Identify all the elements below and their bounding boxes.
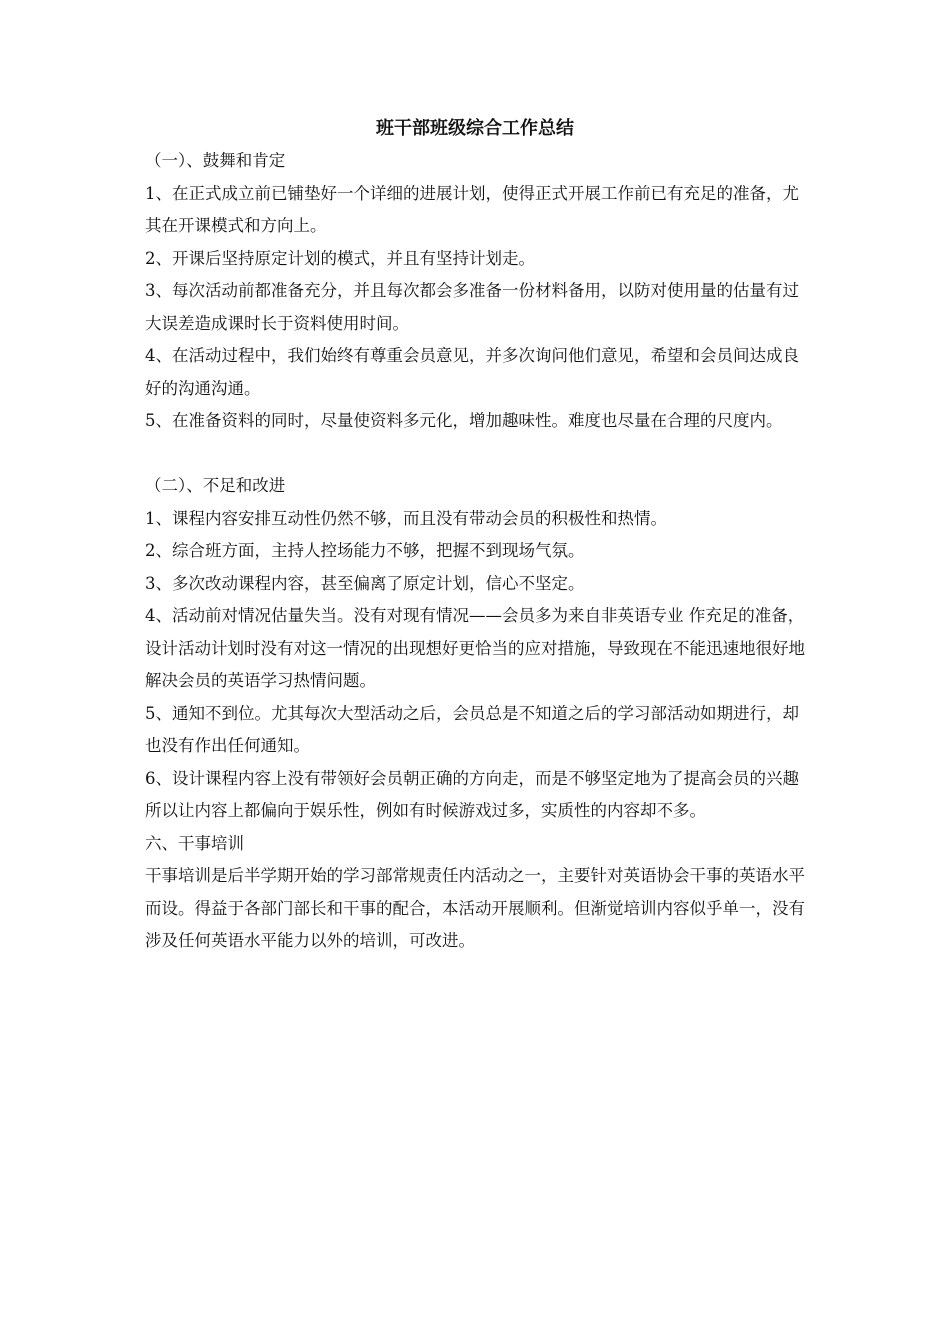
section2-item-4: 4、活动前对情况估量失当。没有对现有情况——会员多为来自非英语专业 作充足的准备，设计活动计划时没有对这一情况的出现想好更恰当的应对措施，导致现在不能迅速地很好地解决会员的英语学习热情问题。: [145, 606, 805, 690]
section1-item-1: 1、在正式成立前已铺垫好一个详细的进展计划，使得正式开展工作前已有充足的准备，尤其在开课模式和方向上。: [145, 183, 799, 235]
section1-item-2: 2、开课后坚持原定计划的模式，并且有坚持计划走。: [145, 248, 535, 268]
section2-item-3: 3、多次改动课程内容，甚至偏离了原定计划，信心不坚定。: [145, 573, 585, 593]
section2-item-6: 6、设计课程内容上没有带领好会员朝正确的方向走，而是不够坚定地为了提高会员的兴趣所以让内容上都偏向于娱乐性，例如有时候游戏过多，实质性的内容却不多。: [145, 768, 799, 820]
section2-heading: （二）、不足和改进: [145, 476, 286, 495]
section2-item-1: 1、课程内容安排互动性仍然不够，而且没有带动会员的积极性和热情。: [145, 508, 667, 528]
section2-item-2: 2、综合班方面，主持人控场能力不够，把握不到现场气氛。: [145, 541, 585, 560]
section1-item-4: 4、在活动过程中，我们始终有尊重会员意见，并多次询问他们意见，希望和会员间达成良好的沟通沟通。: [145, 346, 799, 398]
section3-body: 干事培训是后半学期开始的学习部常规责任内活动之一，主要针对英语协会干事的英语水平而设。得益于各部门部长和干事的配合，本活动开展顺利。但渐觉培训内容似乎单一，没有涉及任何英语水平能力以外的培训，可改进。: [145, 866, 805, 950]
section1-item-5: 5、在准备资料的同时，尽量使资料多元化，增加趣味性。难度也尽量在合理的尺度内。: [145, 411, 783, 430]
section1-item-3: 3、每次活动前都准备充分，并且每次都会多准备一份材料备用，以防对使用量的估量有过大误差造成课时长于资料使用时间。: [145, 281, 799, 333]
paragraph-spacer: [145, 438, 810, 471]
document-body: [145, 145, 810, 958]
section1-heading: （一）、鼓舞和肯定: [145, 151, 286, 170]
document-title: 班干部班级综合工作总结: [376, 118, 574, 139]
section3-heading: 六、干事培训: [145, 833, 244, 853]
section2-item-5: 5、通知不到位。尤其每次大型活动之后，会员总是不知道之后的学习部活动如期进行，却也没有作出任何通知。: [145, 703, 799, 755]
